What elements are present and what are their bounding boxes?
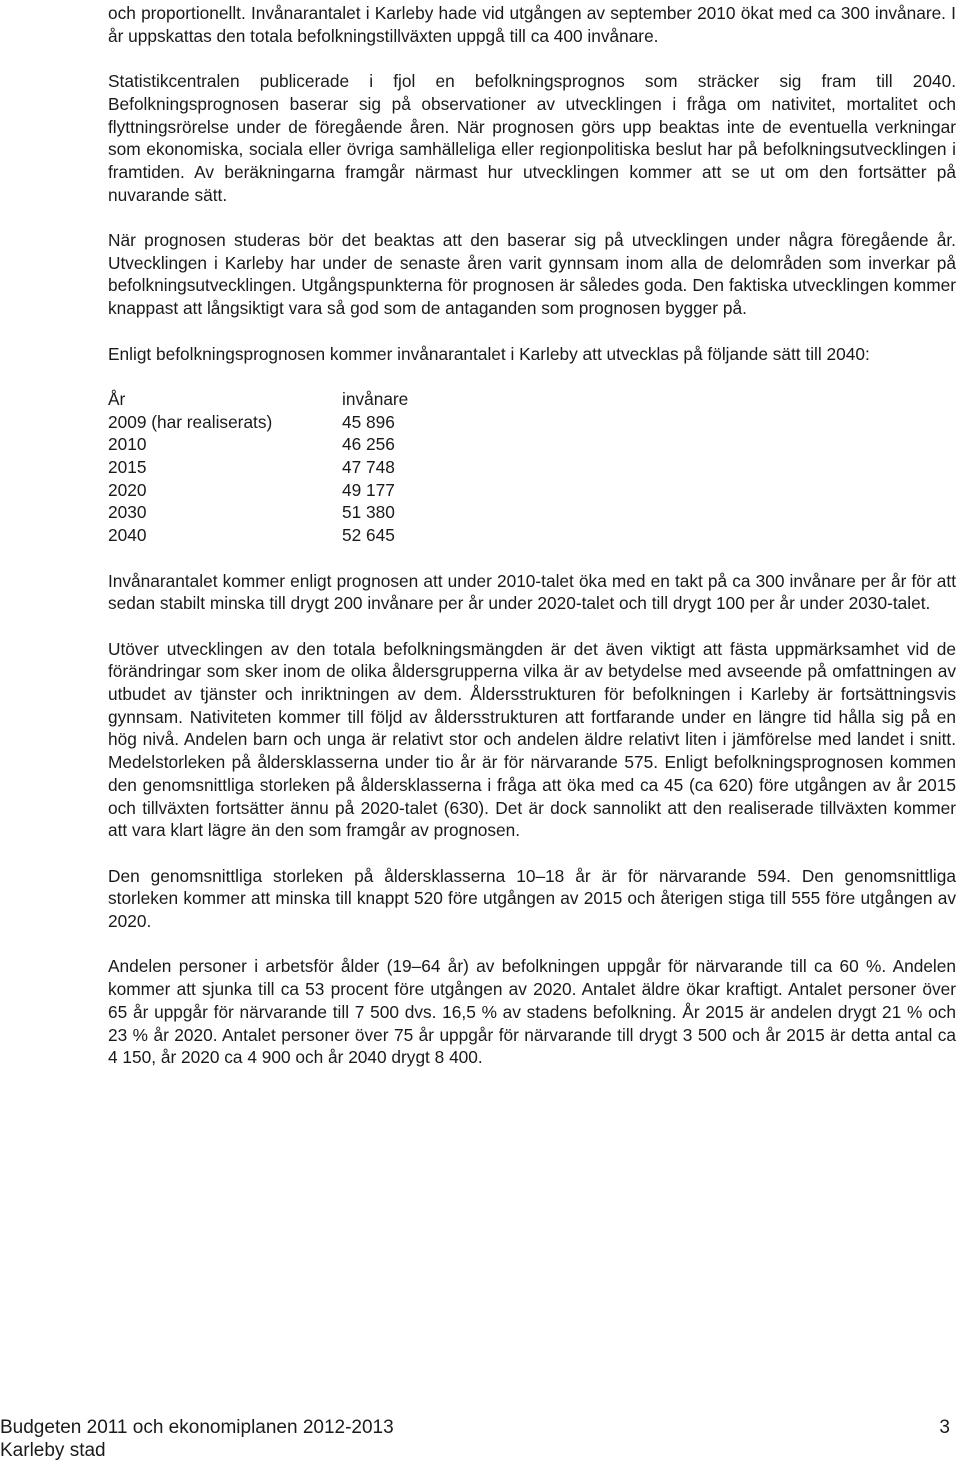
paragraph-age-structure: Utöver utvecklingen av den totala befolkningsmängden är det även viktigt att fästa uppmärksamhet vid de förändringar som sker inom de olika åldersgrupperna vilka är av betydelse med avseende på omfattningen av utbudet av tjänster och inriktningen av dem. Åldersstrukturen för befolkningen i Karleby är fortsättningsvis gynnsam. Nativiteten kommer till följd av åldersstrukturen att fortfarande under en längre tid hålla sig på en hög nivå. Andelen barn och unga är relativt stor och andelen äldre relativt liten i jämförelse med landet i snitt. Medelstorleken på åldersklasserna under tio år är för närvarande 575. Enligt befolkningsprognosen kommen den genomsnittliga storleken på åldersklasserna i fråga att öka med ca 45 (ca 620) före utgången av år 2015 och tillväxten fortsätter ännu på 2020-talet (630). Det är dock sannolikt att den realiserade tillväxten kommer att vara klart lägre än den som framgår av prognosen.: [108, 638, 956, 841]
table-cell-year: 2020: [108, 479, 147, 500]
paragraph-intro: och proportionellt. Invånarantalet i Karleby hade vid utgången av september 2010 ökat med ca 300 invånare. I år uppskattas den totala befolkningstillväxten uppgå till ca 400 invånare.: [108, 3, 956, 46]
table-cell-inhabitants: 47 748: [342, 457, 395, 477]
footer-organization: Karleby stad: [0, 1440, 106, 1461]
paragraph-statistikcentralen: Statistikcentralen publicerade i fjol en befolkningsprognos som sträcker sig fram till 2040. Befolkningsprognosen baserar sig på observationer av utvecklingen i fråga om nativitet, mortalitet och flyttningsrörelse under de föregående åren. När prognosen görs upp beaktas inte de eventuella verkningar som ekonomiska, sociala eller övriga samhälleliga eller regionpolitiska beslut har på befolkningsutvecklingen i framtiden. Av beräkningarna framgår närmast hur utvecklingen kommer att se ut om den fortsätter på nuvarande sätt.: [108, 71, 956, 205]
population-table: [108, 388, 956, 547]
table-cell-year: 2015: [108, 457, 147, 477]
table-cell-year: 2040: [108, 525, 147, 546]
paragraph-table-intro: Enligt befolkningsprognosen kommer invånarantalet i Karleby att utvecklas på följande sätt till 2040:: [108, 343, 870, 364]
footer-title: Budgeten 2011 och ekonomiplanen 2012-2013: [0, 1417, 394, 1438]
table-cell-inhabitants: 45 896: [342, 411, 395, 432]
page-number: 3: [939, 1417, 950, 1438]
paragraph-working-age: Andelen personer i arbetsför ålder (19–64 år) av befolkningen uppgår för närvarande till ca 60 %. Andelen kommer att sjunka till ca 53 procent före utgången av 2020. Antalet äldre ökar kraftigt. Antalet personer över 65 år uppgår för närvarande till 7 500 dvs. 16,5 % av stadens befolkning. År 2015 är andelen drygt 21 % och 23 % år 2020. Antalet personer över 75 år uppgår för närvarande till drygt 3 500 och år 2015 är detta antal ca 4 150, år 2020 ca 4 900 och år 2040 drygt 8 400.: [108, 956, 956, 1068]
paragraph-prognos-beaktas: När prognosen studeras bör det beaktas att den baserar sig på utvecklingen under några föregående år. Utvecklingen i Karleby har under de senaste åren varit gynnsam inom alla de delområden som inverkar på befolkningsutvecklingen. Utgångspunkterna för prognosen är således goda. Den faktiska utvecklingen kommer knappast att långsiktigt vara så god som de antaganden som prognosen bygger på.: [108, 230, 956, 319]
table-cell-year: 2009 (har realiserats): [108, 411, 273, 432]
table-cell-year: 2010: [108, 434, 147, 455]
table-header-year: År: [108, 388, 126, 409]
document-body: [108, 2, 956, 1069]
table-cell-year: 2030: [108, 502, 147, 523]
table-cell-inhabitants: 49 177: [342, 479, 395, 500]
paragraph-growth-rate: Invånarantalet kommer enligt prognosen att under 2010-talet öka med en takt på ca 300 invånare per år för att sedan stabilt minska till drygt 200 invånare per år under 2020-talet och till drygt 100 per år under 2030-talet.: [108, 570, 956, 614]
table-cell-inhabitants: 46 256: [342, 434, 395, 455]
table-cell-inhabitants: 52 645: [342, 525, 395, 546]
paragraph-age-10-18: Den genomsnittliga storleken på åldersklasserna 10–18 år är för närvarande 594. Den genomsnittliga storleken kommer att minska till knappt 520 före utgången av 2015 och återigen stiga till 555 före utgången av 2020.: [108, 865, 956, 932]
page-footer: [0, 1416, 950, 1462]
table-header-inhabitants: invånare: [342, 388, 409, 409]
table-cell-inhabitants: 51 380: [342, 502, 395, 523]
